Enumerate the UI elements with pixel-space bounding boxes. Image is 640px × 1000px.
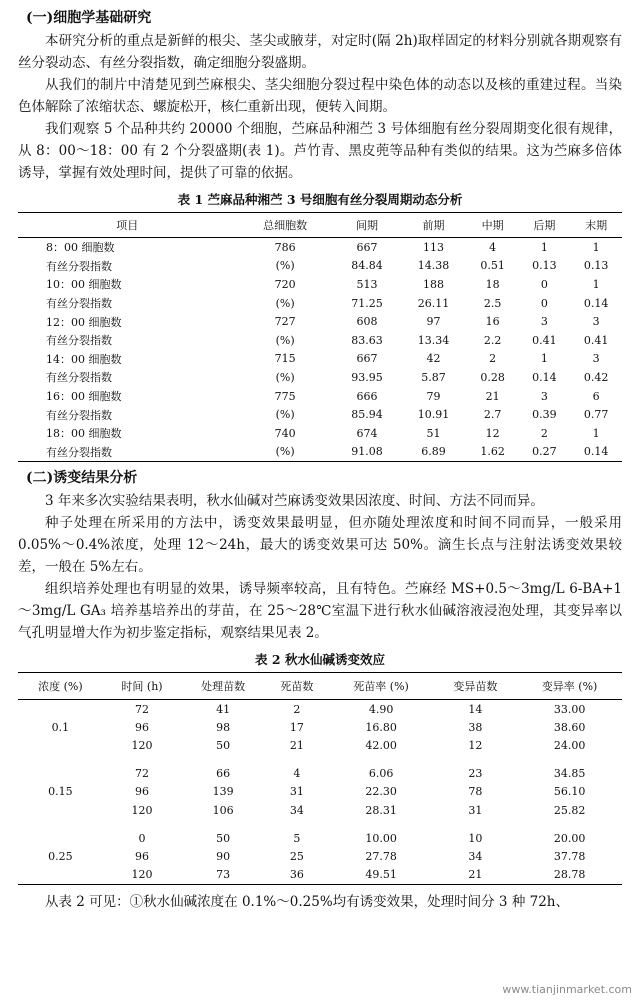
paragraph: 从我们的制片中清楚见到苎麻根尖、茎尖细胞分裂过程中染色体的动态以及核的重建过程。当染色体解除了浓缩状态、螺旋松开，核仁重新出现，便转入间期。 xyxy=(18,77,622,115)
table-row xyxy=(18,755,622,783)
table-cell: 50 xyxy=(216,831,231,845)
paragraph: 3 年来多次实验结果表明，秋水仙碱对苎麻诱变效果因浓度、时间、方法不同而异。 xyxy=(45,493,544,510)
table-cell: 66 xyxy=(216,767,231,781)
table-row xyxy=(18,847,622,865)
table-cell: 120 xyxy=(131,803,153,817)
table-cell: 13.34 xyxy=(417,333,450,347)
table-cell: 26.11 xyxy=(417,296,450,310)
table-cell: 0.42 xyxy=(583,370,609,384)
table-row xyxy=(18,443,622,462)
table-cell: 513 xyxy=(356,277,378,291)
table-cell: 10.91 xyxy=(417,408,450,422)
table-cell: 96 xyxy=(135,785,149,799)
table-cell: 42.00 xyxy=(365,739,397,753)
table-cell: 4 xyxy=(293,767,301,781)
paragraph: 种子处理在所采用的方法中，诱变效果最明显，但亦随处理浓度和时间不同而异，一般采用 0.05%～0.4%浓度，处理 12～24h，最大的诱变效果可达 50%。滴生长点与注射法诱变效果较差，一般在 5%左右。 xyxy=(18,515,622,576)
table-cell: 3 xyxy=(540,389,548,403)
table-cell: 5.87 xyxy=(421,370,446,384)
table-row xyxy=(18,866,622,885)
table-row xyxy=(18,331,622,350)
table-cell: 41 xyxy=(216,702,231,716)
table2-header-cell: 死苗数 xyxy=(265,673,329,700)
table-cell: 16：00 细胞数 xyxy=(46,390,122,404)
table-cell: 34 xyxy=(289,803,304,817)
table-cell: 139 xyxy=(212,785,234,799)
table-cell: 21 xyxy=(485,389,500,403)
table-cell: (%) xyxy=(275,408,295,422)
table-cell: 10 xyxy=(468,831,483,845)
table-cell: 120 xyxy=(131,868,153,882)
table-cell: 1 xyxy=(540,352,548,366)
table-cell: 79 xyxy=(426,389,441,403)
table-cell: 0.51 xyxy=(480,259,505,273)
table-cell: (%) xyxy=(275,370,295,384)
table-cell: 34 xyxy=(468,850,483,864)
table-cell: 740 xyxy=(274,426,296,440)
table-cell: 2.7 xyxy=(483,408,502,422)
table1-mitosis-cycle xyxy=(18,212,622,462)
table-cell: 775 xyxy=(274,389,296,403)
concentration-cell: 0.25 xyxy=(48,850,73,864)
table-cell: 0.13 xyxy=(532,259,557,273)
table2-header-cell: 浓度 (%) xyxy=(18,673,103,700)
table-cell: 96 xyxy=(135,720,149,734)
table-row xyxy=(18,294,622,313)
table-cell: 3 xyxy=(540,315,548,329)
table-cell: 12 xyxy=(468,739,483,753)
table-cell: 49.51 xyxy=(365,868,397,882)
table-cell: 有丝分裂指数 xyxy=(46,445,112,459)
table-cell: 50 xyxy=(216,739,231,753)
table-row xyxy=(18,819,622,847)
table-cell: 0.13 xyxy=(583,259,609,273)
table2-header-cell: 死苗率 (%) xyxy=(329,673,434,700)
table1-header-cell: 中期 xyxy=(467,213,519,238)
table2-header-cell: 变异率 (%) xyxy=(517,673,622,700)
table-cell: (%) xyxy=(275,333,295,347)
paragraph: 我们观察 5 个品种共约 20000 个细胞，苎麻品种湘苎 3 号体细胞有丝分裂周期变化很有规律，从 8：00～18：00 有 2 个分裂盛期(表 1)。芦竹青、黑皮蔸等品种有类似的结果。这为苎麻多倍体诱导，掌握有效处理时间，提供了可靠的依据。 xyxy=(18,121,622,181)
paragraph: 本研究分析的重点是新鲜的根尖、茎尖或腋芽，对定时(隔 2h)取样固定的材料分别就各期观察有丝分裂动态、有丝分裂指数，确定细胞分裂盛期。 xyxy=(18,33,622,71)
table-cell: 4 xyxy=(489,240,497,254)
table-cell: 有丝分裂指数 xyxy=(46,408,112,422)
table1-header-cell: 末期 xyxy=(570,213,622,238)
table-cell: 0.14 xyxy=(583,445,609,459)
table-cell: 8：00 细胞数 xyxy=(46,241,115,255)
table-row xyxy=(18,275,622,294)
table1-header-cell: 项目 xyxy=(18,213,237,238)
table-cell: 20.00 xyxy=(553,831,586,845)
table-cell: 93.95 xyxy=(351,370,383,384)
table-cell: 12 xyxy=(485,426,500,440)
table-cell: 21 xyxy=(468,868,483,882)
table-cell: 113 xyxy=(422,240,444,254)
table-cell: 10.00 xyxy=(365,831,397,845)
table-cell: 120 xyxy=(131,739,153,753)
table-cell: 14 xyxy=(468,702,483,716)
table-cell: 2 xyxy=(293,702,301,716)
table1-caption: 表 1 苎麻品种湘苎 3 号细胞有丝分裂周期动态分析 xyxy=(177,192,463,207)
table-row xyxy=(18,350,622,369)
table-cell: 188 xyxy=(422,277,444,291)
table-cell: 91.08 xyxy=(351,445,383,459)
table1-header-row xyxy=(18,213,622,238)
table-row xyxy=(18,238,622,257)
table-cell: 3 xyxy=(592,315,600,329)
table-cell: 1 xyxy=(540,240,548,254)
table-row xyxy=(18,783,622,801)
table-row xyxy=(18,424,622,443)
table-cell: 12：00 细胞数 xyxy=(46,315,122,329)
table-cell: 17 xyxy=(289,720,304,734)
table-cell: 0.14 xyxy=(583,296,609,310)
table-cell: 有丝分裂指数 xyxy=(46,371,112,385)
table-cell: 51 xyxy=(426,426,441,440)
table-row xyxy=(18,312,622,331)
table-cell: 0.14 xyxy=(532,370,557,384)
table-row xyxy=(18,718,622,736)
table-cell: 84.84 xyxy=(351,259,383,273)
table-cell: 1 xyxy=(592,240,600,254)
table-cell: 14.38 xyxy=(417,259,450,273)
table-cell: 0 xyxy=(138,831,146,845)
table-cell: 0.77 xyxy=(583,408,609,422)
table-cell: 1 xyxy=(592,426,600,440)
table-cell: 73 xyxy=(216,868,231,882)
table2-header-cell: 处理苗数 xyxy=(181,673,265,700)
table-cell: 18 xyxy=(485,277,500,291)
table-cell: 90 xyxy=(216,850,231,864)
table-cell: 72 xyxy=(135,767,149,781)
table-cell: 27.78 xyxy=(365,850,397,864)
concentration-cell: 0.15 xyxy=(48,785,73,799)
table-row xyxy=(18,801,622,819)
table-cell: (%) xyxy=(275,296,295,310)
table-row xyxy=(18,405,622,424)
table1-header-cell: 后期 xyxy=(518,213,570,238)
table-cell: 38.60 xyxy=(553,720,586,734)
table-cell: 6.89 xyxy=(421,445,446,459)
paragraph-continuation: 从表 2 可见：①秋水仙碱浓度在 0.1%～0.25%均有诱变效果，处理时间分 3 种 72h、 xyxy=(45,893,569,910)
table-row xyxy=(18,387,622,406)
table-row xyxy=(18,700,622,719)
table-cell: 23 xyxy=(468,767,483,781)
table-cell: 71.25 xyxy=(351,296,383,310)
concentration-cell: 0.1 xyxy=(51,720,70,734)
table-cell: 72 xyxy=(135,702,149,716)
table-cell: 37.78 xyxy=(553,850,586,864)
table-row xyxy=(18,368,622,387)
table-cell: 727 xyxy=(274,315,296,329)
table-cell: 0 xyxy=(540,277,548,291)
table-cell: 34.85 xyxy=(553,767,586,781)
table-cell: 85.94 xyxy=(351,408,383,422)
table2-header-cell: 变异苗数 xyxy=(433,673,517,700)
table-cell: 4.90 xyxy=(368,702,394,716)
table-cell: 28.31 xyxy=(365,803,397,817)
table-cell: 6.06 xyxy=(368,767,394,781)
table-cell: 674 xyxy=(356,426,378,440)
table-cell: 2.5 xyxy=(483,296,502,310)
table2-header-row xyxy=(18,673,622,700)
table1-header-cell: 前期 xyxy=(400,213,467,238)
table-cell: 33.00 xyxy=(553,702,586,716)
table2-colchicine-effect xyxy=(18,672,622,885)
table-cell: 83.63 xyxy=(351,333,383,347)
table1-header-cell: 总细胞数 xyxy=(237,213,334,238)
table-cell: 1 xyxy=(592,277,600,291)
paragraph: 组织培养处理也有明显的效果，诱导频率较高，且有特色。苎麻经 MS+0.5～3mg/L 6-BA+1～3mg/L GA₃ 培养基培养出的芽苗，在 25～28℃室温下进行秋水仙碱溶液浸泡处理，其变异率以气孔明显增大作为初步鉴定指标，观察结果见表 2。 xyxy=(18,581,622,642)
section-heading-mutagenesis: (二)诱变结果分析 xyxy=(26,470,138,487)
table-cell: 786 xyxy=(274,240,296,254)
table-cell: 25 xyxy=(289,850,304,864)
table-cell: 有丝分裂指数 xyxy=(46,259,112,273)
table-row xyxy=(18,737,622,755)
table-cell: 42 xyxy=(426,352,441,366)
table-cell: 56.10 xyxy=(553,785,586,799)
table-cell: 28.78 xyxy=(553,868,586,882)
table-cell: 10：00 细胞数 xyxy=(46,278,122,292)
table-cell: 有丝分裂指数 xyxy=(46,297,112,311)
table-cell: 608 xyxy=(356,315,378,329)
table-cell: 0.27 xyxy=(532,445,557,459)
table1-header-cell: 间期 xyxy=(334,213,401,238)
table-cell: 14：00 细胞数 xyxy=(46,352,122,366)
section-heading-cytology: (一)细胞学基础研究 xyxy=(26,10,152,26)
table-cell: 38 xyxy=(468,720,483,734)
table-cell: 0.41 xyxy=(532,333,557,347)
table-cell: 3 xyxy=(592,352,600,366)
table-cell: 0.39 xyxy=(532,408,557,422)
table-cell: 0.41 xyxy=(583,333,609,347)
table-cell: 666 xyxy=(356,389,378,403)
watermark: www.tianjinmarket.com xyxy=(502,983,632,996)
table-cell: 667 xyxy=(356,240,378,254)
table-cell: 25.82 xyxy=(553,803,586,817)
table-cell: 31 xyxy=(468,803,483,817)
table-cell: 97 xyxy=(426,315,441,329)
table-cell: 24.00 xyxy=(553,739,586,753)
table2-header-cell: 时间 (h) xyxy=(103,673,182,700)
table-cell: 22.30 xyxy=(365,785,397,799)
table-cell: 36 xyxy=(289,868,304,882)
table-cell: 5 xyxy=(293,831,301,845)
table-cell: 31 xyxy=(289,785,304,799)
table-cell: (%) xyxy=(275,259,295,273)
table-cell: 78 xyxy=(468,785,483,799)
table-cell: 98 xyxy=(216,720,231,734)
table-cell: 667 xyxy=(356,352,378,366)
table-cell: 6 xyxy=(592,389,600,403)
table-cell: 2 xyxy=(489,352,497,366)
table-cell: 16.80 xyxy=(365,720,397,734)
table-cell: 96 xyxy=(135,850,149,864)
table-cell: (%) xyxy=(275,445,295,459)
table-cell: 0.28 xyxy=(480,370,505,384)
table-cell: 106 xyxy=(212,803,234,817)
table-cell: 0 xyxy=(540,296,548,310)
table-cell: 715 xyxy=(274,352,296,366)
table-cell: 720 xyxy=(274,277,296,291)
table-cell: 2.2 xyxy=(483,333,502,347)
table-cell: 18：00 细胞数 xyxy=(46,427,122,441)
table-cell: 1.62 xyxy=(480,445,505,459)
table-cell: 16 xyxy=(485,315,500,329)
table-cell: 21 xyxy=(289,739,304,753)
table-cell: 有丝分裂指数 xyxy=(46,334,112,348)
table2-caption: 表 2 秋水仙碱诱变效应 xyxy=(255,652,385,668)
table-cell: 2 xyxy=(540,426,548,440)
table-row xyxy=(18,257,622,276)
